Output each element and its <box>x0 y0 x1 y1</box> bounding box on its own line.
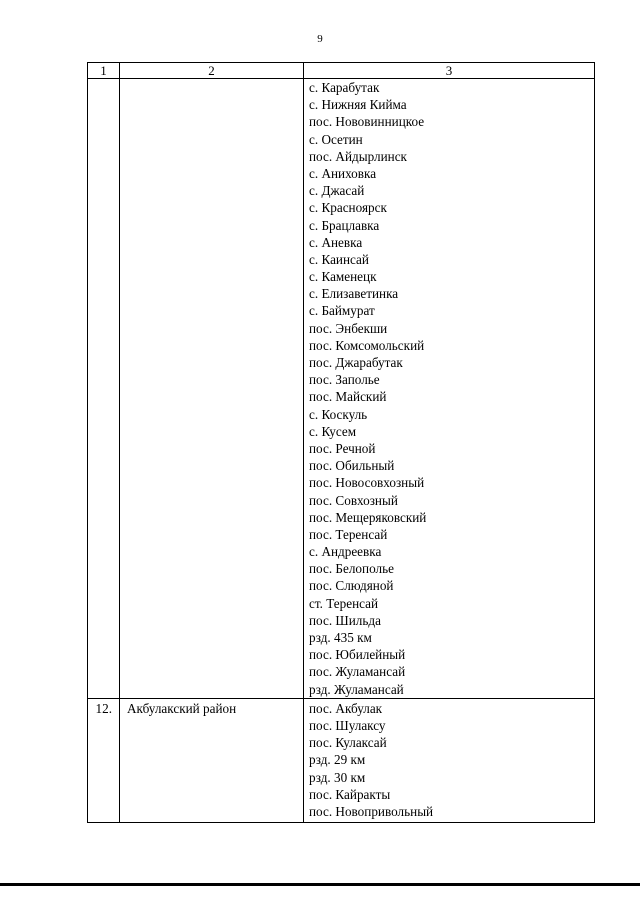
place-item: пос. Совхозный <box>309 492 398 508</box>
settlements-table <box>87 62 595 823</box>
place-item: пос. Майский <box>309 389 387 405</box>
place-item: пос. Речной <box>309 440 376 456</box>
place-item: пос. Нововинницкое <box>309 114 425 130</box>
place-item: с. Кусем <box>309 423 357 439</box>
place-item: пос. Кулаксай <box>309 735 387 751</box>
continuation-row <box>88 79 595 699</box>
place-item: пос. Слюдяной <box>309 578 394 594</box>
place-item: пос. Заполье <box>309 372 380 388</box>
header-col-2: 2 <box>120 63 304 79</box>
row-number: 12. <box>88 698 120 822</box>
place-item: с. Брацлавка <box>309 217 380 233</box>
continuation-number-cell <box>88 79 120 699</box>
place-item: пос. Жуламансай <box>309 664 406 680</box>
place-item: с. Андреевка <box>309 544 382 560</box>
place-item: пос. Комсомольский <box>309 337 425 353</box>
place-item: с. Красноярск <box>309 200 387 216</box>
place-item: с. Аневка <box>309 234 363 250</box>
place-item: пос. Энбекши <box>309 320 388 336</box>
place-item: пос. Шулаксу <box>309 717 386 733</box>
place-item: с. Осетин <box>309 131 363 147</box>
place-item: с. Аниховка <box>309 165 377 181</box>
place-item: пос. Теренсай <box>309 526 388 542</box>
place-item: пос. Акбулак <box>309 700 383 716</box>
place-item: с. Карабутак <box>309 80 380 95</box>
place-item: пос. Новосовхозный <box>309 475 425 491</box>
place-item: пос. Новопривольный <box>309 803 434 819</box>
place-item: с. Баймурат <box>309 303 375 319</box>
place-item: пос. Айдырлинск <box>309 148 407 164</box>
place-item: пос. Юбилейный <box>309 647 406 663</box>
place-item: пос. Белополье <box>309 561 394 577</box>
place-item: рзд. Жуламансай <box>309 681 404 697</box>
continuation-places-cell <box>304 79 595 699</box>
place-item: пос. Кайракты <box>309 786 391 802</box>
place-item: с. Каинсай <box>309 251 369 267</box>
district-places-cell <box>304 698 595 822</box>
header-col-1: 1 <box>88 63 120 79</box>
place-item: рзд. 29 км <box>309 752 366 768</box>
place-item: рзд. 30 км <box>309 769 366 785</box>
place-item: пос. Мещеряковский <box>309 509 427 525</box>
place-item: пос. Шильда <box>309 612 381 628</box>
place-item: пос. Обильный <box>309 458 395 474</box>
place-item: с. Каменецк <box>309 269 377 285</box>
place-item: с. Джасай <box>309 183 365 199</box>
place-item: рзд. 435 км <box>309 630 372 645</box>
continuation-district-cell <box>120 79 304 699</box>
place-item: с. Нижняя Кийма <box>309 97 407 113</box>
place-item: с. Елизаветинка <box>309 286 399 302</box>
district-name: Акбулакский район <box>120 698 304 822</box>
table-row-12 <box>88 698 595 822</box>
place-item: ст. Теренсай <box>309 595 379 611</box>
place-item: с. Коскуль <box>309 406 368 422</box>
page-number: 9 <box>317 33 323 45</box>
header-col-3: 3 <box>304 63 595 79</box>
place-item: пос. Джарабутак <box>309 355 403 370</box>
table-header-row <box>88 63 595 79</box>
bottom-divider <box>0 883 640 886</box>
